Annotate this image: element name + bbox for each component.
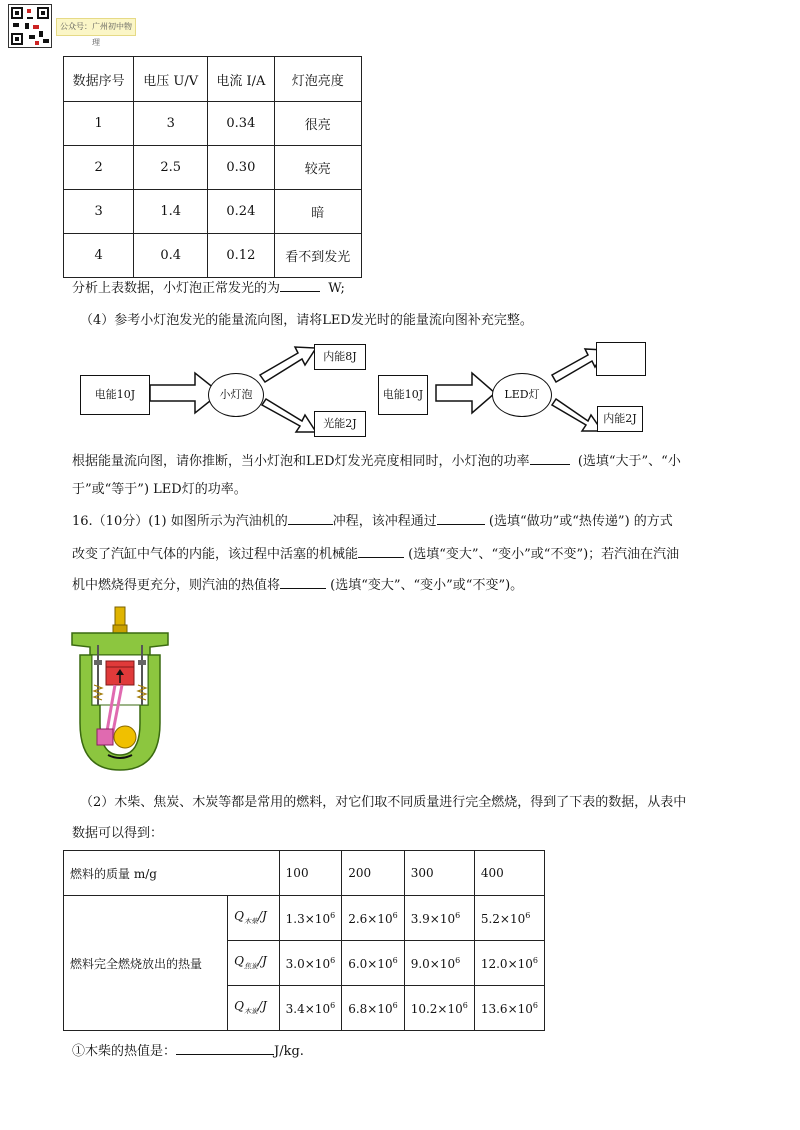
cell: 400 [474, 851, 544, 896]
q4-choice: (选填“大于”、“小 [577, 454, 681, 469]
q16-text: (选填“变大”、“变小”或“不变”)。 [330, 578, 524, 593]
cell: $3.9\times 10^6$ [404, 896, 474, 941]
q16-line2 [72, 545, 679, 565]
cell: 3 [134, 102, 208, 146]
final-unit: J/kg. [274, 1044, 304, 1059]
answer-blank[interactable] [280, 279, 320, 292]
q16-text: (选填“做功”或“热传递”) 的方式 [488, 514, 673, 529]
table-row [64, 146, 362, 190]
answer-blank[interactable] [280, 576, 326, 589]
cell: $6.8\times 10^6$ [342, 986, 405, 1031]
right-output-blank-box[interactable] [596, 342, 646, 376]
q16-text: 冲程，该冲程通过 [332, 514, 437, 529]
q16-text: (选填“变大”、“变小”或“不变”)；若汽油在汽油 [408, 547, 680, 562]
answer-blank[interactable] [358, 545, 404, 558]
flow-arrow-right [436, 373, 495, 413]
q16-text: 机中燃烧得更充分，则汽油的热值将 [72, 578, 281, 593]
cell: 很亮 [274, 102, 361, 146]
answer-blank[interactable] [176, 1042, 274, 1055]
cell: $1.3\times 10^6$ [279, 896, 342, 941]
table-row [64, 102, 362, 146]
cell: 0.4 [134, 234, 208, 278]
right-source-box: 电能10J [378, 375, 428, 415]
fuel-heat-table [63, 850, 545, 1031]
q16-text: 16.（10分）(1) 如图所示为汽油机的 [72, 514, 288, 529]
cylinder-head [72, 633, 168, 655]
cell: 100 [279, 851, 342, 896]
header-index: 数据序号 [64, 57, 134, 102]
gasoline-engine-illustration [70, 605, 170, 775]
q16-line1 [72, 512, 673, 532]
left-node-bulb: 小灯泡 [208, 373, 264, 417]
table-row [64, 190, 362, 234]
left-source-box: 电能10J [80, 375, 150, 415]
qr-code [8, 4, 52, 48]
flow-arrow-left-up [260, 347, 316, 382]
table-row [64, 234, 362, 278]
header-current: 电流 I/A [208, 57, 274, 102]
flow-arrow-right-down [552, 399, 602, 431]
final-text: ①木柴的热值是： [72, 1044, 177, 1059]
cell: 暗 [274, 190, 361, 234]
q16-2-line2: 数据可以得到： [72, 826, 164, 841]
q3-question [72, 279, 345, 299]
cell: 4 [64, 234, 134, 278]
cell: 0.30 [208, 146, 274, 190]
right-output-heat: 内能2J [597, 406, 643, 432]
qr-code-icon [9, 5, 51, 47]
final-question [72, 1042, 304, 1062]
right-node-led: LED灯 [492, 373, 552, 417]
left-output-light: 光能2J [314, 411, 366, 437]
cell: 2 [64, 146, 134, 190]
header-brightness: 灯泡亮度 [274, 57, 361, 102]
spark-plug-icon [115, 607, 125, 627]
cell: 200 [342, 851, 405, 896]
q4-inference-line1 [72, 452, 681, 472]
header-voltage: 电压 U/V [134, 57, 208, 102]
cell: 1 [64, 102, 134, 146]
cell: 较亮 [274, 146, 361, 190]
table-row [64, 896, 545, 941]
table-row [64, 851, 545, 896]
cell: $6.0\times 10^6$ [342, 941, 405, 986]
flow-arrow-left-down [262, 399, 316, 432]
mass-label-cell: 燃料的质量 m/g [64, 851, 280, 896]
cell: $13.6\times 10^6$ [474, 986, 544, 1031]
public-account-tag: 公众号：广州初中物理 [56, 18, 136, 36]
cell: $2.6\times 10^6$ [342, 896, 405, 941]
experiment-data-table [63, 56, 362, 278]
answer-blank[interactable] [530, 452, 570, 465]
cell: 3 [64, 190, 134, 234]
q16-line3 [72, 576, 523, 596]
answer-blank[interactable] [288, 512, 333, 525]
cell: 300 [404, 851, 474, 896]
answer-blank[interactable] [437, 512, 485, 525]
heat-label-cell: 燃料完全燃烧放出的热量 [64, 896, 228, 1031]
cell: $9.0\times 10^6$ [404, 941, 474, 986]
cell: $10.2\times 10^6$ [404, 986, 474, 1031]
row-label-wood: $Q_{木柴}/J$ [228, 896, 280, 941]
cell: 0.34 [208, 102, 274, 146]
table-header-row [64, 57, 362, 102]
cell: 0.12 [208, 234, 274, 278]
row-label-charcoal: $Q_{木炭}/J$ [228, 986, 280, 1031]
cell: $3.0\times 10^6$ [279, 941, 342, 986]
crankshaft [114, 726, 136, 748]
q16-2-line1: （2）木柴、焦炭、木炭等都是常用的燃料，对它们取不同质量进行完全燃烧，得到了下表的数据，从表中 [80, 795, 687, 810]
cell: 0.24 [208, 190, 274, 234]
q4-inference-line2: 于”或“等于”) LED灯的功率。 [72, 482, 247, 497]
q16-text: 改变了汽缸中气体的内能，该过程中活塞的机械能 [72, 547, 359, 562]
left-output-heat: 内能8J [314, 344, 366, 370]
q3-unit: W; [328, 281, 345, 296]
cell: $5.2\times 10^6$ [474, 896, 544, 941]
cell: $12.0\times 10^6$ [474, 941, 544, 986]
row-label-coke: $Q_{焦炭}/J$ [228, 941, 280, 986]
cell: 2.5 [134, 146, 208, 190]
cell: 看不到发光 [274, 234, 361, 278]
q4-prompt: （4）参考小灯泡发光的能量流向图，请将LED发光时的能量流向图补充完整。 [80, 313, 533, 328]
q3-text: 分析上表数据，小灯泡正常发光的为 [72, 281, 281, 296]
q4-text: 根据能量流向图，请你推断，当小灯泡和LED灯发光亮度相同时，小灯泡的功率 [72, 454, 530, 469]
cell: $3.4\times 10^6$ [279, 986, 342, 1031]
cell: 1.4 [134, 190, 208, 234]
